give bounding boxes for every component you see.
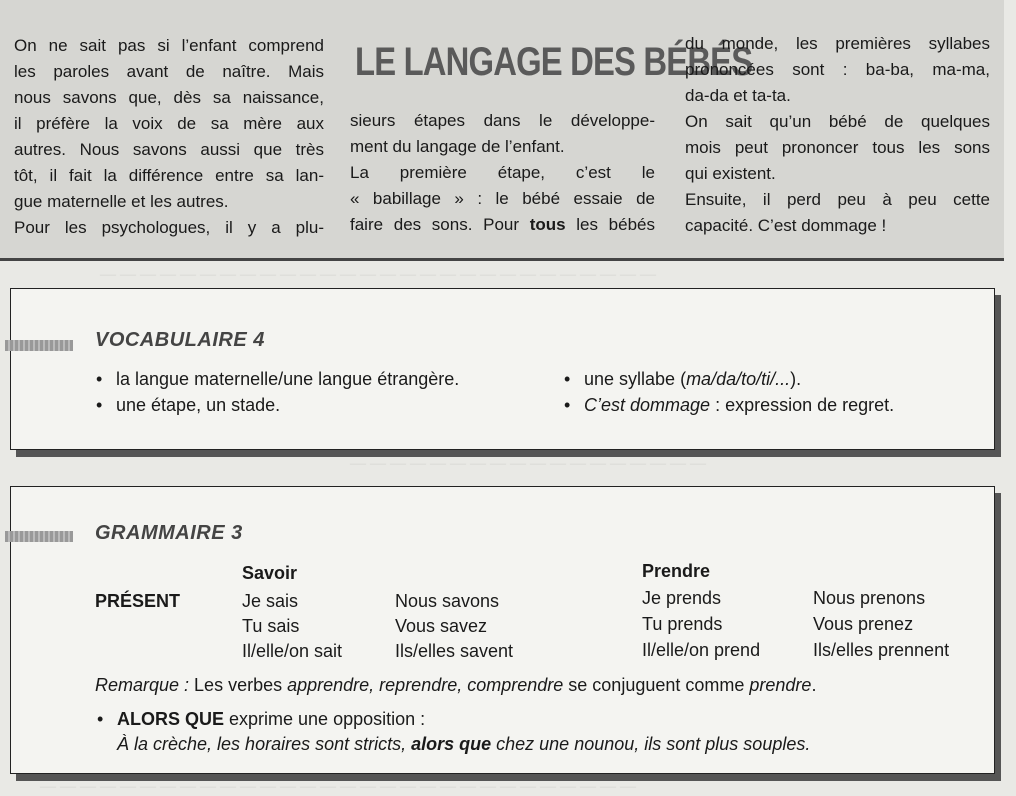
article-line: autres. Nous savons aussi que très — [14, 140, 324, 159]
article-line: sieurs étapes dans le développe- — [350, 111, 655, 130]
conjugation-form: Il/elle/on sait — [242, 641, 343, 661]
vocab-item — [584, 395, 894, 416]
vocabulary-box — [10, 288, 995, 450]
show-through-text: — — — — — — — — — — — — — — — — — — — — — — — — — — — — — — — [40, 778, 636, 795]
grammar-remark — [95, 675, 816, 696]
article-line: du monde, les premières syllabes — [685, 34, 990, 53]
article-line: qui existent. — [685, 164, 776, 183]
grammar-rule-alors-que — [117, 709, 425, 730]
example-keyword: alors que — [411, 734, 492, 754]
show-through-text: — — — — — — — — — — — — — — — — — — — [350, 455, 706, 472]
article-column-1 — [14, 33, 324, 241]
section-tab-marker — [5, 340, 73, 351]
vocabulary-title: VOCABULAIRE 4 — [95, 329, 265, 351]
remark-label: Remarque : — [95, 675, 190, 695]
rule-keyword: ALORS QUE — [117, 709, 225, 729]
article-emphasis: tous — [529, 215, 566, 234]
remark-model-verb: prendre — [749, 675, 812, 695]
vocab-text: : expression de regret. — [710, 395, 895, 415]
article-panel — [0, 0, 1004, 261]
article-line: nous savons que, dès sa naissance, — [14, 88, 324, 107]
article-line: Pour les psychologues, il y a plu- — [14, 218, 324, 237]
conjugation-form: Nous savons — [395, 591, 500, 611]
remark-verbs: apprendre, reprendre, comprendre — [287, 675, 564, 695]
conjugation-form: Vous savez — [395, 616, 488, 636]
conjugation-form: Tu sais — [242, 616, 300, 636]
remark-text: se conjuguent comme — [563, 675, 750, 695]
article-line: il préfère la voix de sa mère aux — [14, 114, 324, 133]
grammar-box — [10, 486, 995, 774]
article-line: La première étape, c’est le — [350, 163, 655, 182]
article-title: LE LANGAGE DES BÉBÉS — [355, 40, 753, 84]
article-line: tôt, il fait la différence entre sa lan- — [14, 166, 324, 185]
article-line: prononcées sont : ba-ba, ma-ma, — [685, 60, 990, 79]
article-text: faire des sons. Pour — [350, 215, 520, 234]
example-text: chez une nounou, ils sont plus souples. — [491, 734, 811, 754]
vocab-text: une syllabe ( — [584, 369, 687, 389]
article-line: capacité. C’est dommage ! — [685, 216, 887, 235]
article-text: les bébés — [576, 215, 655, 234]
article-column-2 — [350, 108, 655, 238]
conjugation-form: Je sais — [242, 591, 299, 611]
article-line: gue maternelle et les autres. — [14, 192, 229, 211]
rule-text: exprime une opposition : — [224, 709, 426, 729]
vocab-text: ). — [790, 369, 802, 389]
conjugation-form: Nous prenons — [813, 588, 926, 608]
article-line: da-da et ta-ta. — [685, 86, 791, 105]
conjugation-form: Je prends — [642, 588, 722, 608]
article-line: ment du langage de l’enfant. — [350, 137, 565, 156]
vocab-expression: C’est dommage — [584, 395, 711, 415]
grammar-example — [117, 734, 810, 755]
remark-text: . — [811, 675, 817, 695]
verb-header-savoir: Savoir — [242, 563, 298, 583]
article-column-3 — [685, 31, 990, 239]
show-through-text: — — — — — — — — — — — — — — — — — — — — — — — — — — — — — [100, 266, 656, 283]
article-line: Ensuite, il perd peu à peu cette — [685, 190, 990, 209]
vocab-item: • la langue maternelle/une langue étrangère. — [116, 369, 459, 390]
vocab-item — [584, 369, 801, 390]
verb-header-prendre: Prendre — [642, 561, 711, 581]
tense-label: PRÉSENT — [95, 591, 181, 611]
conjugation-form: Il/elle/on prend — [642, 640, 761, 660]
article-line: mois peut prononcer tous les sons — [685, 138, 990, 157]
article-line: « babillage » : le bébé essaie de — [350, 189, 655, 208]
example-text: À la crèche, les horaires sont stricts, — [117, 734, 412, 754]
article-line: On sait qu’un bébé de quelques — [685, 112, 990, 131]
article-line: les paroles avant de naître. Mais — [14, 62, 324, 81]
article-line: On ne sait pas si l’enfant comprend — [14, 36, 324, 55]
vocab-item: • une étape, un stade. — [116, 395, 280, 416]
vocab-syllables: ma/da/to/ti/... — [686, 369, 791, 389]
article-line — [350, 212, 655, 238]
conjugation-form: Ils/elles prennent — [813, 640, 950, 660]
remark-text: Les verbes — [189, 675, 288, 695]
conjugation-form: Tu prends — [642, 614, 723, 634]
conjugation-form: Ils/elles savent — [395, 641, 514, 661]
conjugation-form: Vous prenez — [813, 614, 914, 634]
grammar-title: GRAMMAIRE 3 — [95, 522, 243, 544]
section-tab-marker — [5, 531, 73, 542]
